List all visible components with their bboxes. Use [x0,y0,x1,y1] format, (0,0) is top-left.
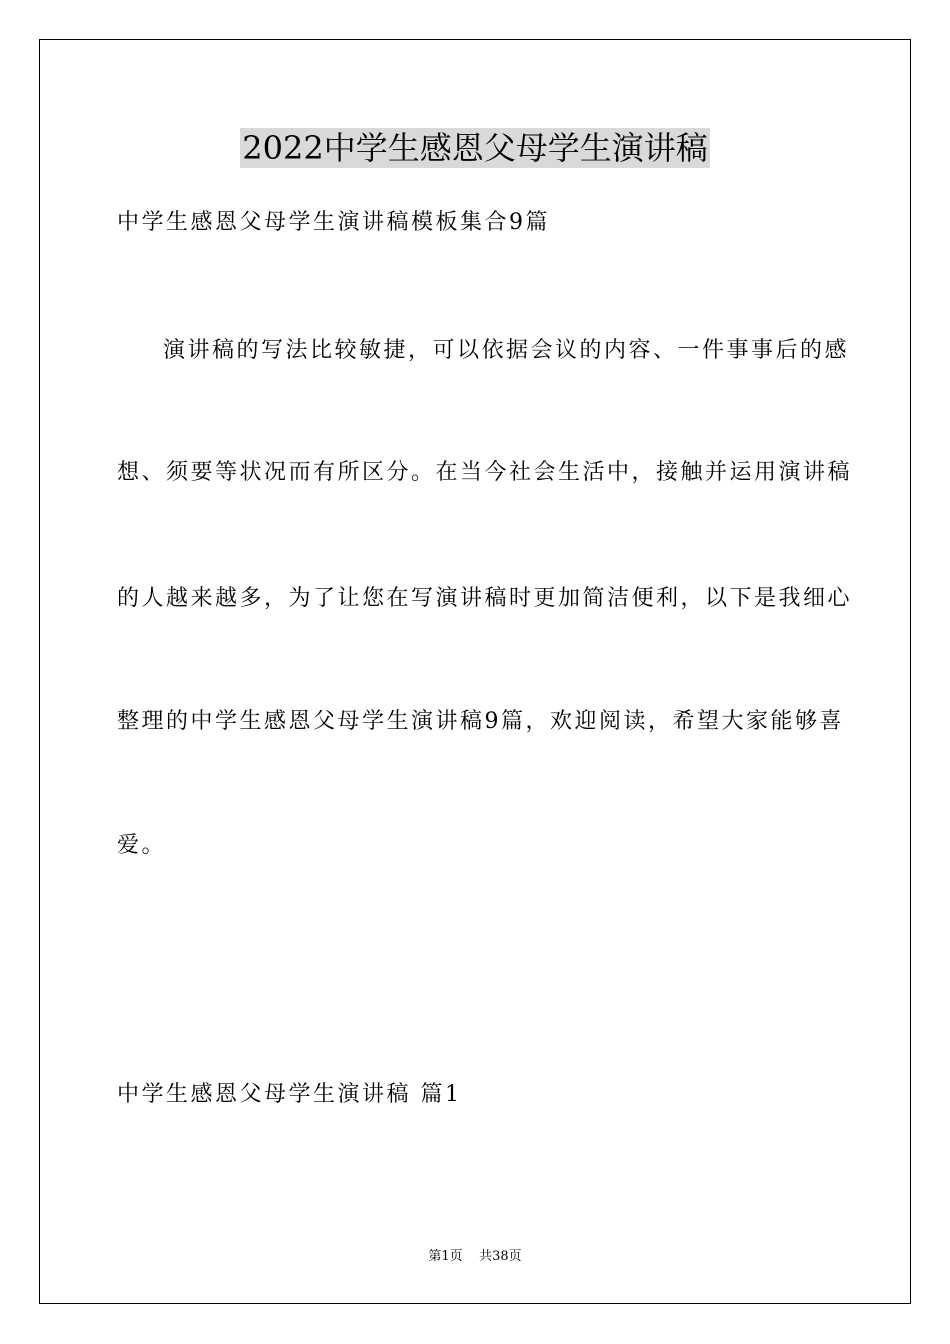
paragraph-line-4: 整理的中学生感恩父母学生演讲稿9篇，欢迎阅读，希望大家能够喜 [117,709,844,734]
paragraph-line-1: 演讲稿的写法比较敏捷，可以依据会议的内容、一件事事后的感 [163,338,850,363]
paragraph-line-3: 的人越来越多，为了让您在写演讲稿时更加简洁便利，以下是我细心 [117,586,853,611]
paragraph-line-5: 爱。 [117,833,167,858]
paragraph-line-2: 想、须要等状况而有所区分。在当今社会生活中，接触并运用演讲稿 [117,460,853,485]
document-subtitle: 中学生感恩父母学生演讲稿模板集合9篇 [117,210,550,235]
section-heading: 中学生感恩父母学生演讲稿 篇1 [117,1082,462,1107]
title-container [0,128,950,168]
document-title: 2022中学生感恩父母学生演讲稿 [242,129,708,167]
page-number-footer: 第1页 共38页 [428,1249,522,1264]
